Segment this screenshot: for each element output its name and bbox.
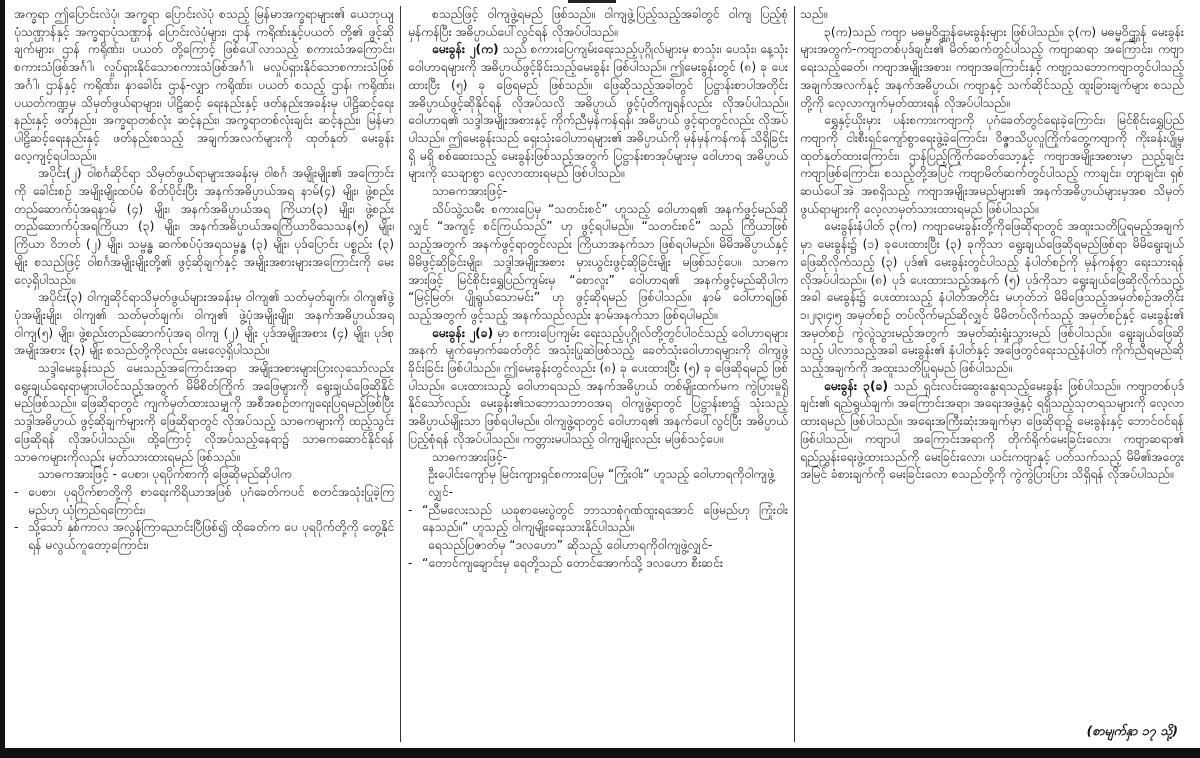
- bullet-item: - သို့သော် နှစ်ကာလ အလွန်ကြာညောင်းပြီဖြစ်၍ ထိုခေတ်က ပေ ပုရပိုက်တို့ကို တွေ့နိုင်ရန် မလွယ်ကူတော့ကြောင်း၊: [14, 520, 394, 553]
- paragraph: အက္ခရာ ဤပြောင်းလဲပုံ၊ အက္ခရာ ပြောင်းလဲပုံ စသည့် မြန်မာအက္ခရာများ၏ ယေဘုယျ ပုံသဏ္ဌာန်နှင့် အက္ခရာပုံသဏ္ဌာန် ပြောင်းလဲပုံများ၊ ဌာန် ကရိုဏ်းနှင့်ပယတ် တို့၏ ဖွင့်ဆိုချက်များ၊ ဌာန် ကရိုဏ်း၊ ပယတ် တို့ကြောင့် ဖြစ်ပေါ်လာသည့် စကားသံအကြောင်း၊ စကားသံဖြစ်အင်္ဂါ၊ လှုပ်ရှားနိုင်သောစကားသံဖြစ်အင်္ဂါ၊ မလှုပ်ရှားနိုင်သောစကားသံဖြစ်အင်္ဂါ၊ ဌာန်နှင့် ကရိုဏ်း၊ နာခေါင်း ဌာန်-လျှာ ကရိုဏ်း၊ ပယတ် စသည့် ဌာန်၊ ကရိုဏ်း၊ ပယတ်ကဏ္ဍမှ သိမှတ်ဖွယ်ရာများ၊ ပါဠိဆင့် ရေးနည်းနှင့် ဖတ်နည်းအခန်းမှ ပါဠိဆင့်ရေးနည်းနှင့် ဖတ်နည်း၊ အက္ခရာတစ်လုံး ဆင့်နည်း၊ အက္ခရာတစ်လုံးချင်း ဆင့်နည်း၊ မြန်မာပါဠိဆင့်ရေးနည်းနှင့် ဖတ်နည်းစသည့် အချက်အလက်များကို ထုတ်နုတ် မေးခွန်းလေ့ကျင့်ရပါသည်။: [14, 7, 394, 163]
- article-column-1: [14, 6, 394, 740]
- bullet-text: ပေစာ၊ ပုရပိုက်စာတို့ကို စာရေးကိရိယာအဖြစ် ပုဂံခေတ်ကပင် စတင်အသုံးပြုခဲ့ကြမည်ဟု ယုံကြည်ရကြောင်း၊: [28, 484, 394, 517]
- top-fold-mark: [568, 0, 616, 3]
- paragraph-text: သည် စကားပြေကျမ်းရေးသည့်ပုဂ္ဂိုလ်များမှ စာသုံး၊ ပေသုံး၊ နေ့သုံး ဝေါဟာရများကို အဓိပ္ပာယ်ဖွင့်ခိုင်းသည့်မေးခွန်း ဖြစ်ပါသည်။ ဤမေးခွန်းတွင် (၈) ခု ပေးထားပြီး (၅) ခု ဖြေရမည် ဖြစ်သည်။ ဖြေဆိုသည့်အခါတွင် ပြဋ္ဌာန်းစာပါအတိုင်း အဓိပ္ပာယ်ဖွင့်ဆိုနိုင်ရန် လိုအပ်သလို အဓိပ္ပာယ် ဖွင့်ပုံတိကျရန်လည်း လိုအပ်ပါသည်။ ဝေါဟာရ၏ သဒ္ဒါအမျိုးအစားနှင့် ကိုက်ညီမှန်ကန်ရန်၊ အဓိပ္ပာယ် ဖွင့်ရာတွင်လည်း လိုအပ်ပါသည်။ ဤမေးခွန်းသည် ရှေးသုံးဝေါဟာရများ၏ အဓိပ္ပာယ်ကို မှန်မှန်ကန်ကန် သိရှိခြင်း ရှိ မရှိ စစ်ဆေးသည့် မေးခွန်းဖြစ်သည့်အတွက် ပြဋ္ဌာန်းစာအုပ်များမှ ဝေါဟာရ အဓိပ္ပာယ်များကို သေချာစွာ လေ့လာထားရမည် ဖြစ်ပါသည်။: [408, 42, 788, 181]
- paragraph: သာဓကအားဖြင့်-: [432, 449, 508, 464]
- continued-on-page-note: (စာမျက်နှာ ၁၇ သို့): [1086, 723, 1178, 738]
- bullet-text: “ညီမလေးသည် ယခုစာမေးပွဲတွင် ဘာသာစုံဂုဏ်ထူးရအောင် ဖြေမည်ဟု ကြုံးဝါးနေသည်။” ဟူသည့် ဝါကျမျိုးရေးသားနိုင်ပါသည်။: [422, 502, 788, 535]
- question-heading: မေးခွန်း ၂(ခ): [432, 325, 494, 340]
- paragraph: အပိုင်း(၂) ဝါစင်္ဂဆိုင်ရာ သိမှတ်ဖွယ်ရာများအခန်းမှ ဝါစင်္ဂ အမျိုးမျိုး၏ အကြောင်းကို ခေါင်းစဉ် အမျိုးမျိုးထပ်မံ စိတ်ပိုင်းပြီး အနက်အဓိပ္ပာယ်အရ နာမ်(၄) မျိုး၊ ဖွဲ့စည်းတည်ဆောက်ပုံအရနာမ် (၄) မျိုး၊ အနက်အဓိပ္ပာယ်အရ ကြိယာ(၃) မျိုး၊ ဖွဲ့စည်းတည်ဆောက်ပုံအရကြိယာ (၃) မျိုး၊ အနက်အဓိပ္ပာယ်အရကြိယာဝိသေသန(၅) မျိုး၊ ကြိယာ ဝိဘတ် (၂) မျိုး၊ သမ္ဗန္ဓ ဆက်စပ်ပုံအရသမ္ဗန္ဓ (၃) မျိုး၊ ပုဒ်ပြောင်း ပစ္စည်း (၃) မျိုး စသည်ဖြင့် ဝါစင်္ဂအမျိုးမျိုးတို့၏ ဖွင့်ဆိုချက်နှင့် အမျိုးအစားများအကြောင်းကို မေးလေ့ရှိပါသည်။: [14, 166, 394, 287]
- column-divider: [400, 6, 401, 742]
- paragraph: သိပ်သွဲ့သမီး စကားပြေမှ “သတင်းစင်” ဟူသည့် ဝေါဟာရ၏ အနက်ဖွင့်မည်ဆိုလျှင် “အကျင့် စင်ကြယ်သည်” ဟု ဖွင့်ရပါမည်။ “သတင်းစင်” သည် ကြိယာဖြစ်သည့်အတွက် အနက်ဖွင့်ရာတွင်လည်း ကြိယာအနက်သာ ဖြစ်ရပါမည်။ မိမိအဓိပ္ပာယ်နှင့် မိမိဖွင့်ဆိုခြင်းမျိုး၊ သဒ္ဒါအမျိုးအစား မှားယွင်းဖွင့်ဆိုခြင်းမျိုး မဖြစ်သင့်ပေ။ သာဓကအားဖြင့် မြင်စိုင်းရွှေပြည်ကျမ်းမှ “စောလူး” ဝေါဟာရ၏ အနက်ဖွင့်မည်ဆိုပါက “မြင့်မြတ်၊ ပျိုရွယ်သောမင်း” ဟု ဖွင့်ဆိုရမည် ဖြစ်ပါသည်။ နာမ် ဝေါဟာရဖြစ်သည့်အတွက် ဖွင့်သည့် အနက်သည်လည်း နာမ်အနက်သာ ဖြစ်ရပါမည်။: [408, 201, 788, 322]
- paragraph: စသည်ဖြင့် ဝါကျဖွဲ့ရမည် ဖြစ်သည်။ ဝါကျဖွဲ့ပြည့်သည့်အခါတွင် ဝါကျ ပြည့်စုံ မှန်ကန်ပြီး အဓိပ္ပာယ်ပေါ်လွင်ရန် လိုအပ်ပါသည်။: [408, 7, 788, 39]
- paragraph-text: မှာ စကားပြေကျမ်း ရေးသည့်ပုဂ္ဂိုလ်တို့တွင်ပါဝင်သည့် ဝေါဟာရများအနက် မျက်မှောက်ခေတ်တိုင် အသုံးပြုဆဲဖြစ်သည့် ခေတ်သုံးဝေါဟာရများကို ဝါကျဖွဲ့ခိုင်းခြင်း ဖြစ်ပါသည်။ ဤမေးခွန်းတွင်လည်း (၈) ခု ပေးထားပြီး (၅) ခု ဖြေဆိုရမည် ဖြစ်ပါသည်။ ပေးထားသည့် ဝေါဟာရသည် အနက်အဓိပ္ပာယ် တစ်မျိုးထက်မက ကွဲပြားမှုရှိနိုင်သော်လည်း မေးခွန်း၏သဘောသဘာဝအရ ဝါကျဖွဲ့ရာတွင် ပြဋ္ဌာန်းစာ၌ သုံးသည့် အဓိပ္ပာယ်မျိုးသာ ဖြစ်ရပါမည်။ ဝါကျဖွဲ့ရာတွင် ဝေါဟာရ၏ အနက်ပေါ်လွင်ပြီး အဓိပ္ပာယ်ပြည့်စုံရန် လိုအပ်ပါသည်။ ကတ္တားမပါသည့် ဝါကျမျိုးလည်း မဖြစ်သင့်ပေ။: [408, 325, 788, 446]
- paragraph: [408, 41, 788, 183]
- bullet-item: - “တောင်ကျချောင်းမှ ရေတို့သည် တောင်အောက်သို့ ဒလဟော စီးဆင်း: [408, 555, 723, 570]
- article-column-2: [408, 6, 788, 740]
- paragraph: ရေသည်ပြဇာတ်မှ “ဒလဟော” ဆိုသည့် ဝေါဟာရကိုဝါကျဖွဲ့လျှင်-: [428, 538, 713, 553]
- bullet-text: “တောင်ကျချောင်းမှ ရေတို့သည် တောင်အောက်သို့ ဒလဟော စီးဆင်း: [422, 555, 723, 570]
- page-border-bottom: [0, 748, 1200, 758]
- paragraph: [408, 325, 788, 449]
- paragraph-text: သည် ရှင်းလင်းဆွေးနွေးရသည့်မေးခွန်း ဖြစ်ပါသည်။ ကဗျာတစ်ပုဒ်ချင်း၏ ရည်ရွယ်ချက်၊ အကြောင်းအရာ၊ အရေးအဖွဲ့နှင့် ရရှိသည့်သုတရသများကို လေ့လာထားရမည် ဖြစ်ပါသည်။ အရေးအကြီးဆုံးအချက်မှာ ဖြေဆိုရာ၌ မေးခွန်းနှင့် ဘောင်ဝင်ရန် ဖြစ်ပါသည်။ ကဗျာပါ အကြောင်းအရာကို တိုက်ရိုက်မေးခြင်းလော၊ ကဗျာဆရာ၏ ရည်ညွှန်းရေးဖွဲ့ထားသည်ကို မေးခြင်းလော၊ ယင်းကဗျာနှင့် ပတ်သက်သည့် မိမိ၏အတွေးအမြင် ခံစားချက်ကို မေးခြင်းလော စသည်တို့ကို ကွဲကွဲပြားပြား သိရှိရန် လိုအပ်ပါသည်။: [800, 378, 1184, 482]
- paragraph: သာဓကအားဖြင့် - ပေစာ၊ ပုရပိုက်စာကို ဖြေဆိုမည်ဆိုပါက: [38, 467, 292, 482]
- paragraph: ရွှေနှင့်ယိုးမှား ပန်းစကားကဗျာကို ပုဂံခေတ်တွင်ရေးခဲ့ကြောင်း၊ မြင်စိုင်းရွှေပြည်ကဗျာကို ငါးစီးရှင်ကျော်စွာရေးဖွဲ့ခဲ့ကြောင်း၊ ဝိဇ္ဇာသိပ္ပလူကြိုက်တွေ့ကဗျာကို ကိုးခန်းပျို့မှ ထုတ်နုတ်ထားကြောင်း၊ ဌာန်ပြည့်ကြိုက်ခေတ်သော့နှင့် ကဗျာအမျိုးအစားမှာ ညည့်ချင်းကဗျာဖြစ်ကြောင်း၊ စသည့်တို့အပြင် ကဗျာမိတ်ဆက်တွင်ပါသည့် ကာချင်း၊ တျာချင်း၊ ရှစ်ဆယ်ပေါ်အဲ အစရှိသည့် ကဗျာအမျိုးအမည်များ၏ အနက်အဓိပ္ပာယ်များမှအစ သိမှတ်ဖွယ်ရာများကို လေ့လာမှတ်သားထားရမည် ဖြစ်ပါသည်။: [800, 113, 1184, 216]
- question-heading: မေးခွန်း ၂(က): [432, 42, 499, 57]
- paragraph: သဒ္ဒါမေးခွန်းသည် မေးသည့်အကြောင်းအရာ အမျိုးအစားများပြားလှသော်လည်း ရွေးချယ်ရေးရာများပါဝင်သည့်အတွက် မိမိစိတ်ကြိုက် အဖြေများကို ရွေးချယ်ဖြေဆိုနိုင်မည်ဖြစ်သည်။ ဖြေဆိုရာတွင် ကျက်မှတ်ထားသမျှကို အစီအစဉ်တကျရေးပြရမည်ဖြစ်ပြီး သဒ္ဒါအဓိပ္ပာယ် ဖွင့်ဆိုချက်များကို ဖြေဆိုရာတွင် လိုအပ်သည့် သာဓကများကို ထည့်သွင်းဖြေဆိုရန် လိုအပ်ပါသည်။ ထို့ကြောင့် လိုအပ်သည့်နေရာ၌ သာဓကဆောင်နိုင်ရန် သာဓကများကိုလည်း မှတ်သားထားရမည် ဖြစ်သည်။: [14, 361, 394, 464]
- bullet-item: - “ညီမလေးသည် ယခုစာမေးပွဲတွင် ဘာသာစုံဂုဏ်ထူးရအောင် ဖြေမည်ဟု ကြုံးဝါးနေသည်။” ဟူသည့် ဝါကျမျိုးရေးသားနိုင်ပါသည်။: [408, 502, 788, 535]
- article-column-3: [800, 6, 1184, 740]
- page-border-left: [0, 0, 5, 758]
- paragraph: ၃(က)သည် ကဗျာ မဓမ္မဝိဌ္ဌာန်မေးခွန်းများ ဖြစ်ပါသည်။ ၃(က) မဓမ္မဝိဌ္ဌာန် မေးခွန်းများအတွက်-ကဗျာတစ်ပုဒ်ချင်း၏ မိတ်ဆက်တွင်ပါသည့် ကဗျာဆရာ အကြောင်း၊ ကဗျာရေးသည့်ခေတ်၊ ကဗျာအမျိုးအစား၊ ကဗျာအကြောင်းနှင့် ကဗျာ့သဘောကဗျာတွင်ပါသည့် အချက်အလက်နှင့် အနက်အဓိပ္ပာယ်၊ ကဗျာနှင့် သက်ဆိုင်သည့် ထူးခြားချက်များ စသည်တို့ကို လေ့လာကျက်မှတ်ထားရန် လိုအပ်ပါသည်။: [800, 24, 1184, 110]
- column-divider: [794, 6, 795, 742]
- paragraph: အပိုင်း(၃) ဝါကျဆိုင်ရာသိမှတ်ဖွယ်များအခန်းမှ ဝါကျ၏ သတ်မှတ်ချက်၊ ဝါကျ၏ဖွဲ့ပုံအမျိုးမျိုး၊ ဝါကျ၏ သတ်မှတ်ချက်၊ ဝါကျ၏ ဖွဲ့ပုံအမျိုးမျိုး၊ အနက်အဓိပ္ပာယ်အရ ဝါကျ(၅) မျိုး၊ ဖွဲ့စည်းတည်ဆောက်ပုံအရ ဝါကျ (၂) မျိုး ပုဒ်အမျိုးအစား (၄) မျိုး၊ ပုဒ်စု အမျိုးအစား (၃) မျိုး စသည်တို့ကိုလည်း မေးလေ့ရှိပါသည်။: [14, 290, 394, 358]
- paragraph: မေးခွန်းနံပါတ် ၃(က) ကဗျာမေးခွန်းတို့ကိုဖြေဆိုရာတွင် အထူးသတိပြုရမည့်အချက်မှာ မေးခွန်း၌ (၁) ခုပေးထားပြီး (၃) ခုကိုသာ ရွေးချယ်ဖြေဆိုရမည်ဖြစ်ရာ မိမိရွေးချယ်ဖြေဆိုလိုက်သည့် (၃) ပုဒ်၏ မေးခွန်းတွင်ပါသည့် နံပါတ်စဉ်ကို မှန်ကန်စွာ ရေးသားရန် လိုအပ်ပါသည်။ (၈) ပုဒ် ပေးထားသည့်အနက် (၅) ပုဒ်ကိုသာ ရွေးချယ်ဖြေဆိုလိုက်သည့်အခါ မေးခွန်း၌ ပေးထားသည့် နံပါတ်အတိုင်း မဟုတ်ဘဲ မိမိဖြေသည့်အမှတ်စဉ်အတိုင်း ၁၊၂၊၃၊၄၊၅ အမှတ်စဉ် တပ်လိုက်မည်ဆိုလျှင် မိမိတပ်လိုက်သည့် အမှတ်စဉ်နှင့် မေးခွန်း၏ အမှတ်စဉ် ကွဲလွဲသွားမည့်အတွက် အမှတ်ဆုံးရှုံးသွားမည် ဖြစ်ပါသည်။ ရွေးချယ်ဖြေဆိုသည့် ပါလာသည့်အခါ မေးခွန်း၏ နံပါတ်နှင့် အဖြေတွင်ရေးသည့်နံပါတ် ကိုက်ညီရမည်ဆိုသည့်အချက်ကို အထူးသတိပြုရမည် ဖြစ်ပါသည်။: [800, 219, 1184, 376]
- paragraph: သာဓကအားဖြင့်-: [432, 184, 508, 199]
- question-heading: မေးခွန်း ၃(ခ): [824, 378, 889, 393]
- bullet-item: - ပေစာ၊ ပုရပိုက်စာတို့ကို စာရေးကိရိယာအဖြစ် ပုဂံခေတ်ကပင် စတင်အသုံးပြုခဲ့ကြမည်ဟု ယုံကြည်ရကြောင်း၊: [14, 484, 394, 517]
- paragraph: [800, 378, 1184, 484]
- paragraph: ဦးပေါင်းကျော်မှ မြင်းကျားရှင်စကားပြေမှ “ကြုံးဝါး” ဟူသည့် ဝေါဟာရကိုဝါကျဖွဲ့လျှင်-: [428, 467, 775, 499]
- bullet-text: သို့သော် နှစ်ကာလ အလွန်ကြာညောင်းပြီဖြစ်၍ ထိုခေတ်က ပေ ပုရပိုက်တို့ကို တွေ့နိုင်ရန် မလွယ်ကူတော့ကြောင်း၊: [28, 520, 394, 553]
- paragraph: သည်။: [800, 7, 828, 21]
